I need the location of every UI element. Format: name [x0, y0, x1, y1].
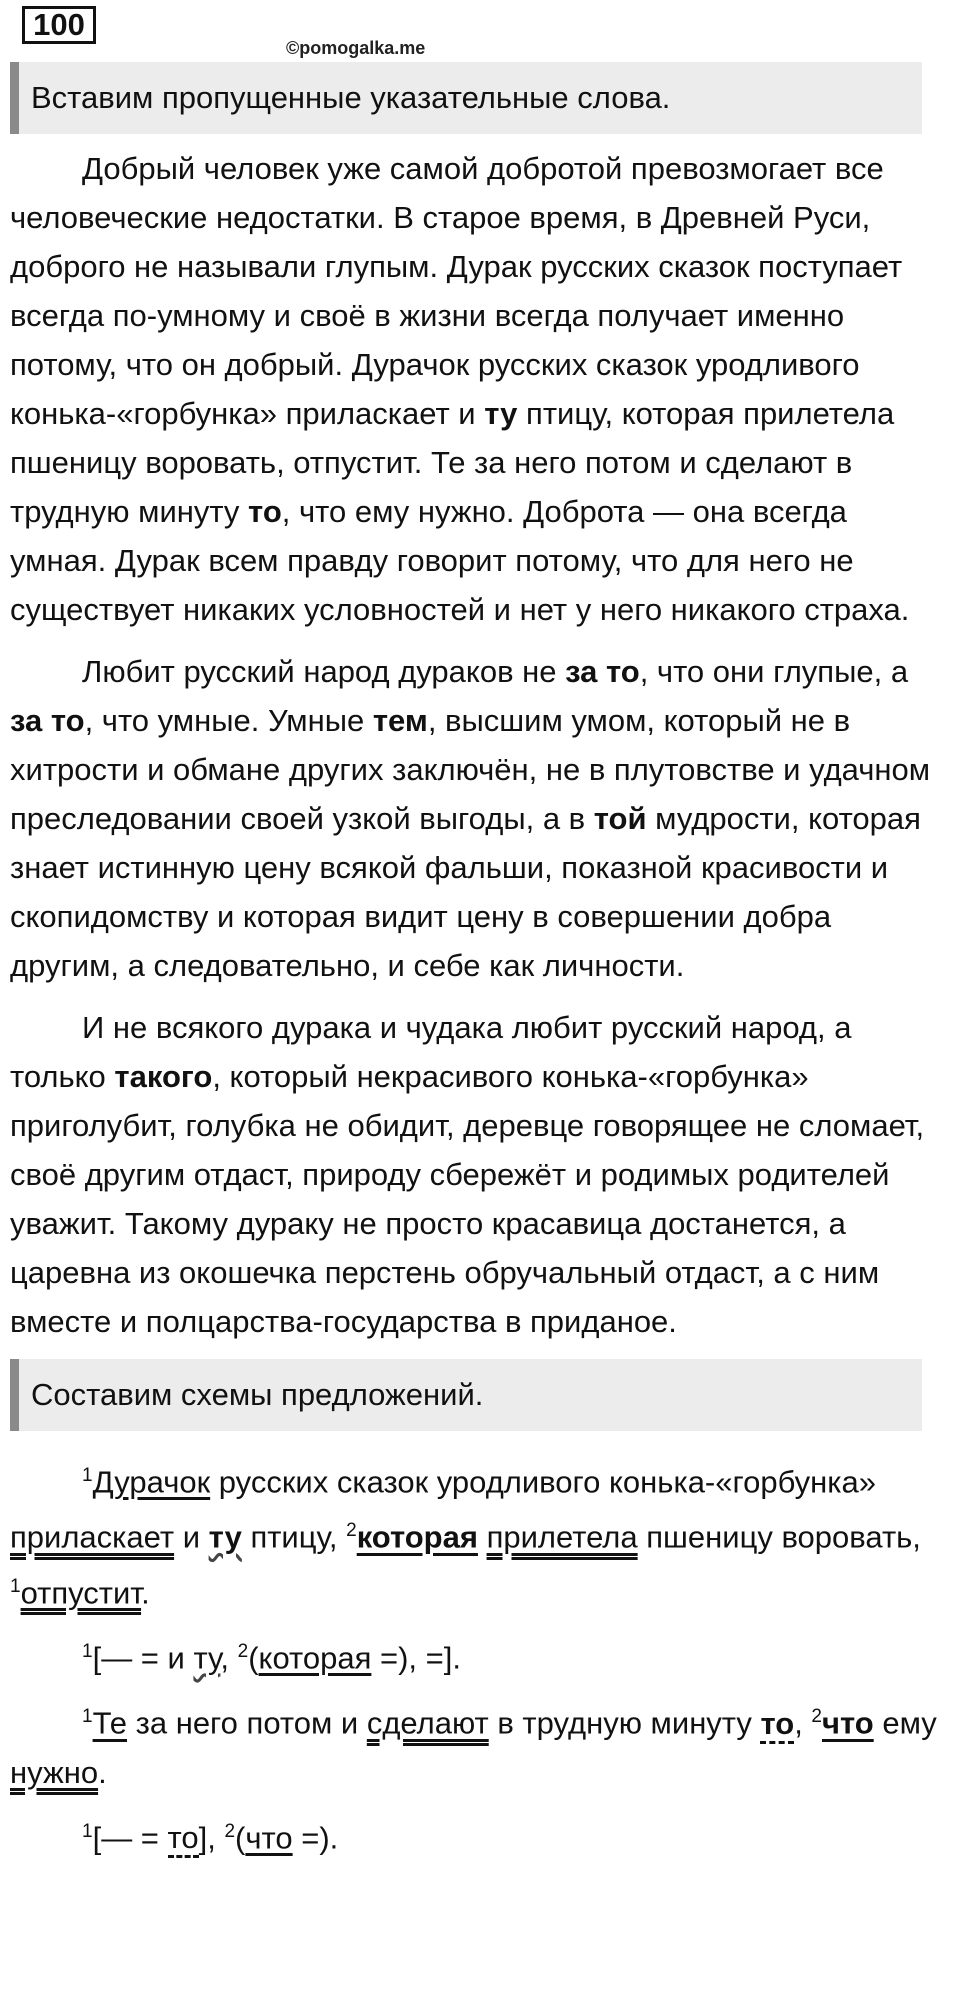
scheme-2: $^1$[— = то], $^2$(что =).	[10, 1807, 942, 1862]
main-text	[10, 144, 942, 1346]
schemes-block	[10, 1451, 942, 1862]
paragraph-1: Добрый человек уже самой добротой превозмогает все человеческие недостатки. В старое время, в Древней Руси, доброго не называли глупым. Дурак русских сказок поступает всегда по-умному и своё в жизни всегда получает именно потому, что он добрый. Дурачок русских сказок уродливого конька-«горбунка» приласкает и ту птицу, которая прилетела пшеницу воровать, отпустит. Те за него потом и сделают в трудную минуту то, что ему нужно. Доброта — она всегда умная. Дурак всем правду говорит потому, что для него не существует никаких условностей и нет у него никакого страха.	[10, 151, 910, 627]
paragraph-2: Любит русский народ дураков не за то, что они глупые, а за то, что умные. Умные тем, высшим умом, который не в хитрости и обмане других заключён, не в плутовстве и удачном преследовании своей узкой выгоды, а в той мудрости, которая знает истинную цену всякой фальши, показной красивости и скопидомству и которая видит цену в совершении добра другим, а следовательно, и себе как личности.	[10, 654, 931, 983]
watermark: ©pomogalka.me	[286, 38, 426, 58]
sentence-1: $^1$Дурачок русских сказок уродливого конька-«горбунка» приласкает и ту птицу, $^2$которая прилетела пшеницу воровать, $^1$отпустит.	[10, 1464, 921, 1610]
header	[10, 0, 942, 58]
sentence-2: $^1$Те за него потом и сделают в трудную минуту то, $^2$что ему нужно.	[10, 1705, 937, 1790]
task-number: 100	[22, 6, 96, 44]
section-title-insert-words: Вставим пропущенные указательные слова.	[10, 62, 922, 134]
paragraph-3: И не всякого дурака и чудака любит русский народ, а только такого, который некрасивого конька-«горбунка» приголубит, голубка не обидит, деревце говорящее не сломает, своё другим отдаст, природу сбережёт и родимых родителей уважит. Такому дураку не просто красавица достанется, а царевна из окошечка перстень обручальный отдаст, а с ним вместе и полцарства-государства в приданое.	[10, 1010, 925, 1339]
scheme-1: $^1$[— = и ту, $^2$(которая =), =].	[82, 1640, 461, 1676]
section-title-schemes: Составим схемы предложений.	[10, 1359, 922, 1431]
